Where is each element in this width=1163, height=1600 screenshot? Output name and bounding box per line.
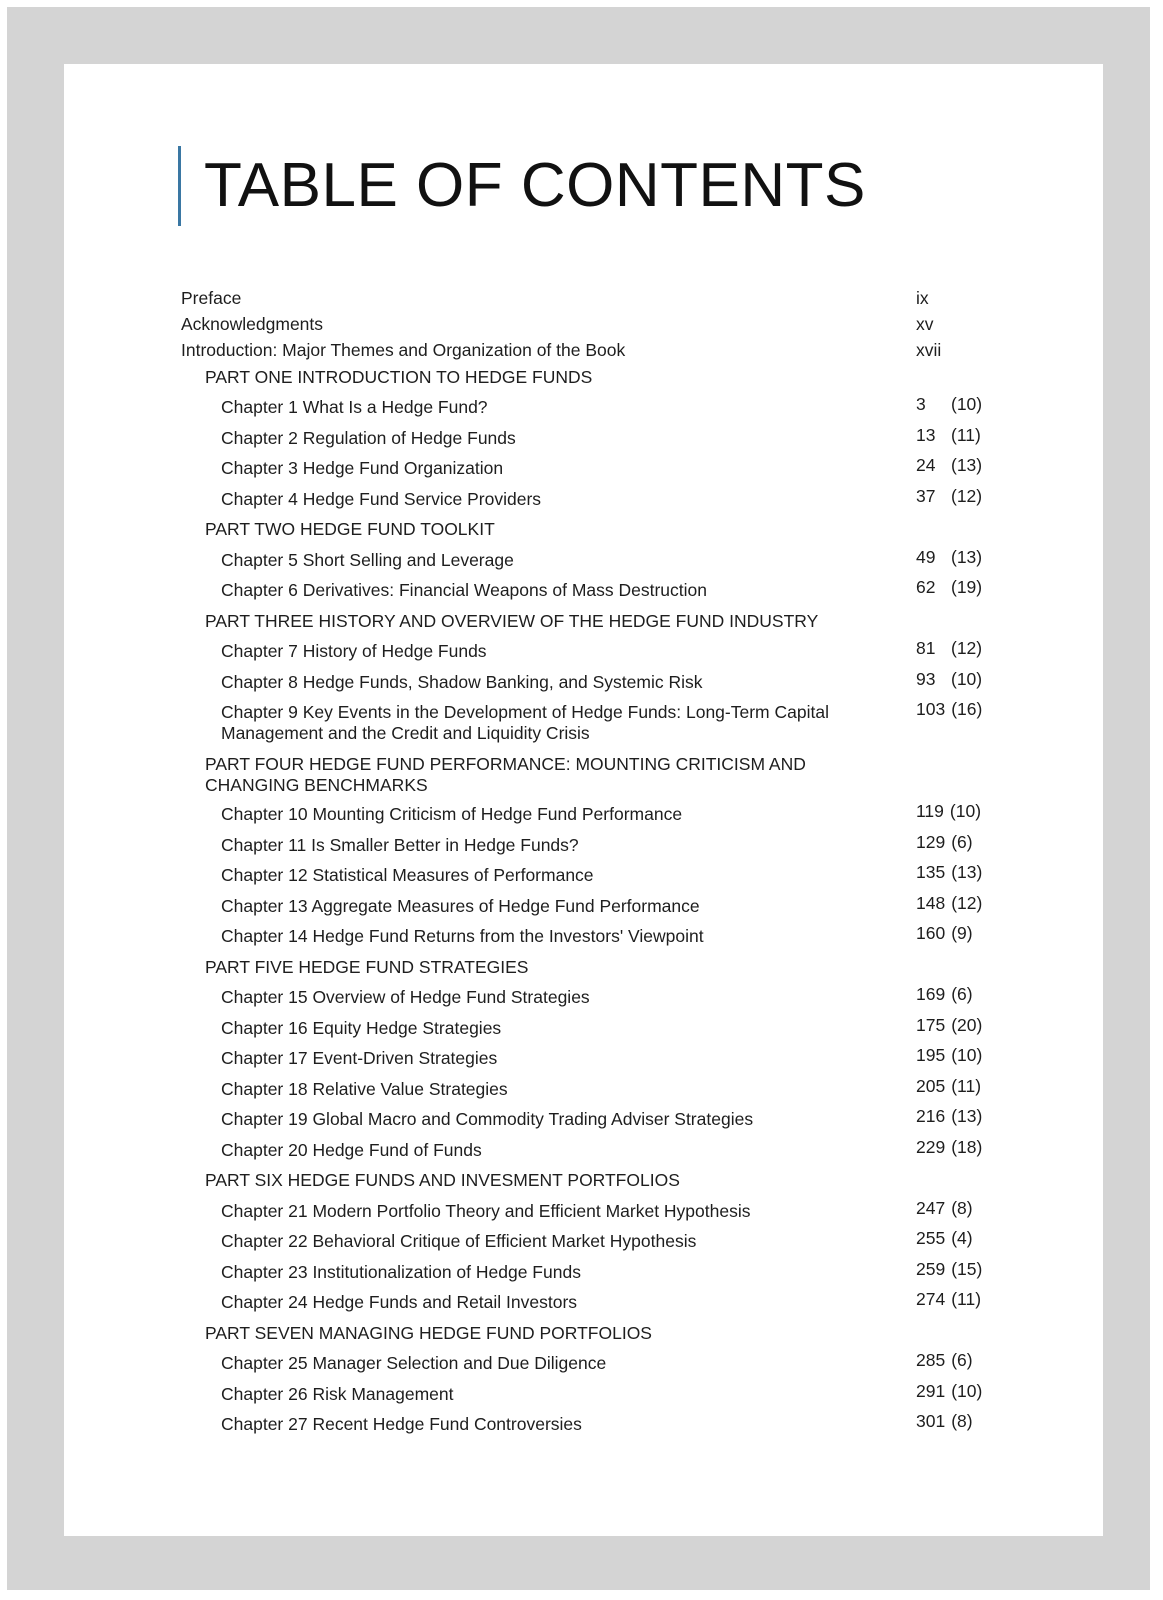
page-number: 169 (916, 984, 946, 1004)
entry-title: Chapter 10 Mounting Criticism of Hedge Fund Performance (221, 804, 683, 824)
chapter-length: (11) (951, 425, 981, 445)
entry-title: Chapter 22 Behavioral Critique of Efficient Market Hypothesis (221, 1231, 697, 1251)
chapter-length: (10) (951, 1045, 983, 1065)
entry-title: Chapter 26 Risk Management (221, 1384, 454, 1404)
page-number: 291 (916, 1381, 946, 1401)
entry-title: Preface (181, 288, 242, 308)
page-number: 49 (916, 547, 936, 567)
part-title: PART SEVEN MANAGING HEDGE FUND PORTFOLIOS (205, 1323, 652, 1343)
page-number: 255 (916, 1228, 946, 1248)
chapter-length: (15) (951, 1259, 983, 1279)
entry-title: Chapter 18 Relative Value Strategies (221, 1079, 508, 1099)
chapter-length: (13) (951, 455, 983, 475)
page-number: 195 (916, 1045, 946, 1065)
entry-title: Chapter 23 Institutionalization of Hedge Funds (221, 1262, 581, 1282)
page-number: 175 (916, 1015, 946, 1035)
entry-title: Chapter 9 Key Events in the Development of Hedge Funds: Long-Term Capital Management and the Credit and Liquidity Crisis (221, 702, 829, 743)
page-number: 247 (916, 1198, 946, 1218)
entry-title: Chapter 20 Hedge Fund of Funds (221, 1140, 482, 1160)
part-title: PART TWO HEDGE FUND TOOLKIT (205, 519, 495, 539)
page-number: 37 (916, 486, 936, 506)
page-number: 148 (916, 893, 946, 913)
chapter-length: (10) (951, 669, 983, 689)
page-number: 62 (916, 577, 936, 597)
entry-title: Introduction: Major Themes and Organization of the Book (181, 340, 626, 360)
entry-title: Chapter 5 Short Selling and Leverage (221, 550, 514, 570)
entry-title: Chapter 13 Aggregate Measures of Hedge Fund Performance (221, 896, 700, 916)
chapter-length: (6) (951, 1350, 973, 1370)
page-number: 24 (916, 455, 936, 475)
chapter-length: (13) (951, 1106, 983, 1126)
entry-title: Chapter 15 Overview of Hedge Fund Strategies (221, 987, 590, 1007)
page-number: 81 (916, 638, 936, 658)
entry-title: Chapter 1 What Is a Hedge Fund? (221, 397, 488, 417)
entry-title: Chapter 25 Manager Selection and Due Diligence (221, 1353, 607, 1373)
entry-title: Chapter 11 Is Smaller Better in Hedge Funds? (221, 835, 579, 855)
chapter-length: (10) (951, 394, 983, 414)
chapter-length: (18) (951, 1137, 983, 1157)
part-title: PART FOUR HEDGE FUND PERFORMANCE: MOUNTING CRITICISM AND CHANGING BENCHMARKS (205, 754, 806, 795)
page-number: 129 (916, 832, 946, 852)
page-number: xv (916, 314, 934, 334)
entry-title: Chapter 8 Hedge Funds, Shadow Banking, and Systemic Risk (221, 672, 703, 692)
chapter-length: (12) (951, 486, 983, 506)
chapter-length: (10) (949, 801, 982, 821)
chapter-length: (12) (951, 893, 983, 913)
chapter-length: (6) (951, 832, 973, 852)
chapter-length: (8) (951, 1198, 973, 1218)
page-number: ix (916, 288, 929, 308)
page-title: TABLE OF CONTENTS (204, 151, 866, 220)
page-number: 3 (916, 394, 926, 414)
page-number: 93 (916, 669, 936, 689)
page-number: 229 (916, 1137, 946, 1157)
chapter-length: (11) (951, 1289, 982, 1309)
entry-title: Chapter 4 Hedge Fund Service Providers (221, 489, 542, 509)
chapter-length: (11) (951, 1076, 982, 1096)
part-title: PART FIVE HEDGE FUND STRATEGIES (205, 957, 529, 977)
page-number: 285 (916, 1350, 946, 1370)
entry-title: Chapter 6 Derivatives: Financial Weapons of Mass Destruction (221, 580, 708, 600)
part-title: PART SIX HEDGE FUNDS AND INVESMENT PORTFOLIOS (205, 1170, 680, 1190)
entry-title: Chapter 14 Hedge Fund Returns from the Investors' Viewpoint (221, 926, 704, 946)
part-title: PART THREE HISTORY AND OVERVIEW OF THE HEDGE FUND INDUSTRY (205, 611, 819, 631)
chapter-length: (19) (951, 577, 983, 597)
entry-title: Chapter 24 Hedge Funds and Retail Investors (221, 1292, 578, 1312)
entry-title: Chapter 19 Global Macro and Commodity Trading Adviser Strategies (221, 1109, 754, 1129)
chapter-length: (4) (951, 1228, 973, 1248)
entry-title: Chapter 3 Hedge Fund Organization (221, 458, 504, 478)
chapter-length: (13) (951, 862, 983, 882)
entry-title: Chapter 12 Statistical Measures of Performance (221, 865, 594, 885)
page-number: 160 (916, 923, 946, 943)
entry-title: Chapter 16 Equity Hedge Strategies (221, 1018, 502, 1038)
page-number: 205 (916, 1076, 946, 1096)
part-title: PART ONE INTRODUCTION TO HEDGE FUNDS (205, 367, 593, 387)
page-number: 103 (916, 699, 946, 719)
entry-title: Chapter 2 Regulation of Hedge Funds (221, 428, 516, 448)
entry-title: Chapter 17 Event-Driven Strategies (221, 1048, 498, 1068)
chapter-length: (6) (951, 984, 973, 1004)
page-number: 119 (916, 801, 944, 821)
entry-title: Acknowledgments (181, 314, 324, 334)
page-number: 13 (916, 425, 936, 445)
chapter-length: (13) (951, 547, 983, 567)
entry-title: Chapter 7 History of Hedge Funds (221, 641, 487, 661)
chapter-length: (16) (951, 699, 983, 719)
chapter-length: (20) (951, 1015, 983, 1035)
chapter-length: (10) (951, 1381, 983, 1401)
page-number: 274 (916, 1289, 946, 1309)
page-number: 301 (916, 1411, 946, 1431)
entry-title: Chapter 21 Modern Portfolio Theory and Efficient Market Hypothesis (221, 1201, 751, 1221)
chapter-length: (9) (951, 923, 973, 943)
page-number: xvii (916, 340, 942, 360)
chapter-length: (8) (951, 1411, 973, 1431)
page-number: 216 (916, 1106, 946, 1126)
page-number: 135 (916, 862, 946, 882)
chapter-length: (12) (951, 638, 983, 658)
page-number: 259 (916, 1259, 946, 1279)
entry-title: Chapter 27 Recent Hedge Fund Controversies (221, 1414, 582, 1434)
